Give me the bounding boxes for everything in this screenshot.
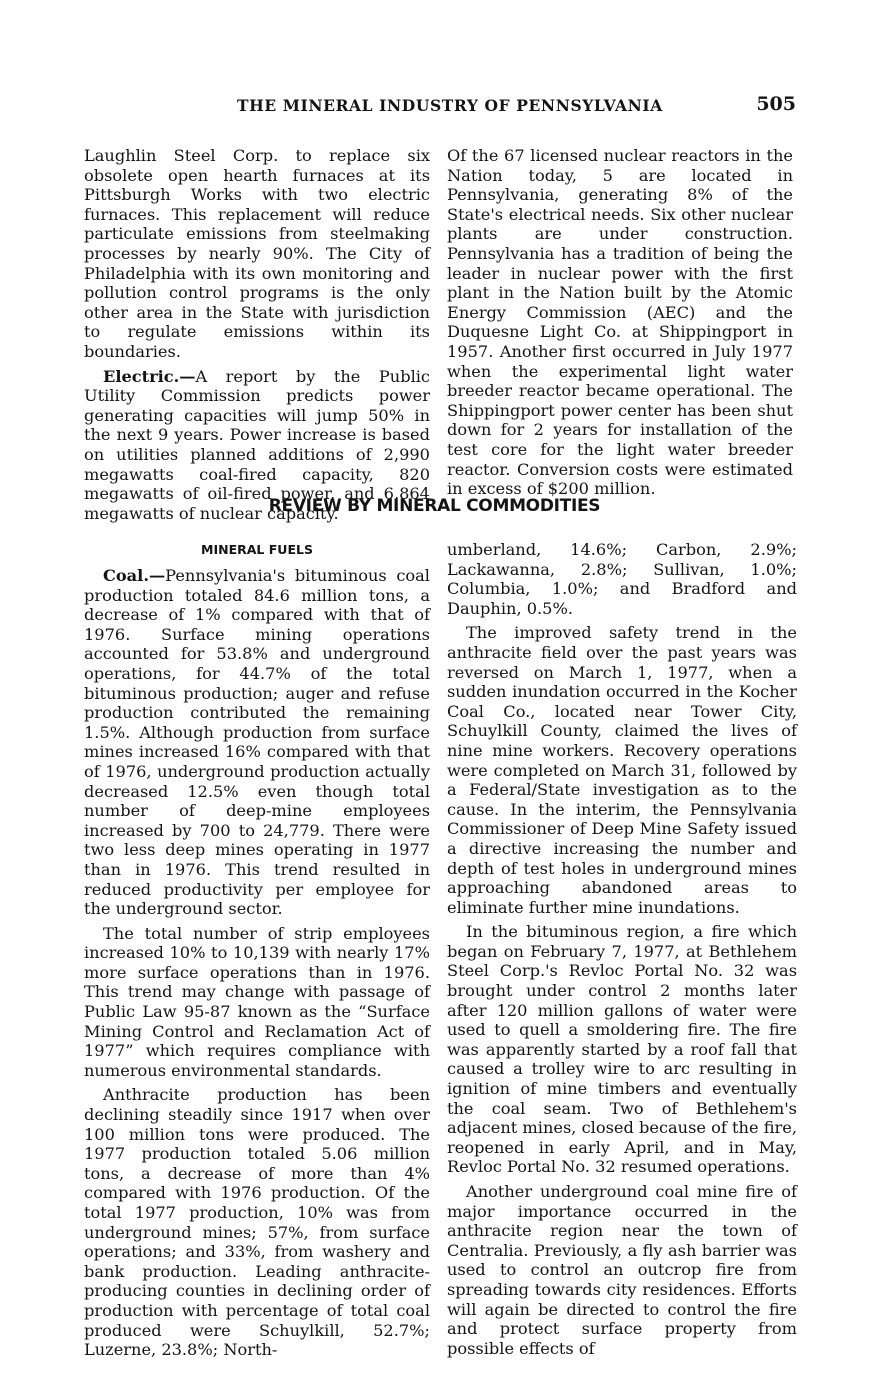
paragraph-centralia-fire: Another underground coal mine fire of major importance occurred in the anthracite region near the town of Centralia. Previously, a fly ash barrier was used to control an outcrop fire from spreading towards city residences. Efforts will again be directed to control the fire and protect surface property from possible effects of [447,1182,797,1358]
lower-right-column [447,540,797,1358]
paragraph-anthracite: Anthracite production has been declining steadily since 1917 when over 100 million tons were produced. The 1977 production totaled 5.06 million tons, a decrease of more than 4% compared with 1976 production. Of the total 1977 production, 10% was from underground mines; 57%, from surface operations; and 33%, from washery and bank production. Leading anthracite-producing counties in declining order of production with percentage of total coal produced were Schuylkill, 52.7%; Luzerne, 23.8%; North- [84,1085,430,1360]
subsection-heading: MINERAL FUELS [201,542,313,557]
lower-left-column [84,566,430,1360]
run-in-heading-coal: Coal.— [103,566,166,585]
paragraph-electric-text: A report by the Public Utility Commission predicts power generating capacities will jump 50% in the next 9 years. Power increase is based on utilities planned additions of 2,990 megawatts coal-fired capacity, 820 megawatts of oil-fired power, and 6,864 megawatts of nuclear capacity. [84,366,430,523]
top-right-column [447,146,793,499]
paragraph-nuclear: Of the 67 licensed nuclear reactors in the Nation today, 5 are located in Pennsylvania, generating 8% of the State's electrical needs. Six other nuclear plants are under construction. Pennsylvania has a tradition of being the leader in nuclear power with the first plant in the Nation built by the Atomic Energy Commission (AEC) and the Duquesne Light Co. at Shippingport in 1957. Another first occurred in July 1977 when the experimental light water breeder reactor became operational. The Shippingport power center has been shut down for 2 years for installation of the test core for the light water breeder reactor. Conversion costs were estimated in excess of $200 million. [447,146,793,499]
paragraph-counties-continued: umberland, 14.6%; Carbon, 2.9%; Lackawanna, 2.8%; Sullivan, 1.0%; Columbia, 1.0%; and Bradford and Dauphin, 0.5%. [447,540,797,618]
running-title: THE MINERAL INDUSTRY OF PENNSYLVANIA [237,96,663,115]
paragraph-bituminous-fire: In the bituminous region, a fire which began on February 7, 1977, at Bethlehem Steel Corp.'s Revloc Portal No. 32 was brought under control 2 months later after 120 million gallons of water were used to quell a smoldering fire. The fire was apparently started by a roof fall that caused a trolley wire to arc resulting in ignition of mine timbers and eventually the coal seam. Two of Bethlehem's adjacent mines, closed because of the fire, reopened in early April, and in May, Revloc Portal No. 32 resumed operations. [447,922,797,1177]
section-heading: REVIEW BY MINERAL COMMODITIES [268,496,601,516]
paragraph-steel-emissions: Laughlin Steel Corp. to replace six obsolete open hearth furnaces at its Pittsburgh Works with two electric furnaces. This replacement will reduce particulate emissions from steelmaking processes by nearly 90%. The City of Philadelphia with its own monitoring and pollution control programs is the only other area in the State with jurisdiction to regulate emissions within its boundaries. [84,146,430,361]
paragraph-strip-employees: The total number of strip employees increased 10% to 10,139 with nearly 17% more surface operations than in 1976. This trend may change with passage of Public Law 95-87 known as the “Surface Mining Control and Reclamation Act of 1977” which requires compliance with numerous environmental standards. [84,923,430,1080]
top-left-column [84,146,430,523]
run-in-heading-electric: Electric.— [103,366,196,386]
paragraph-coal-text: Pennsylvania's bituminous coal production totaled 84.6 million tons, a decrease of 1% compared with that of 1976. Surface mining operations accounted for 53.8% and underground operations, for 44.7% of the total bituminous production; auger and refuse production contributed the remaining 1.5%. Although production from surface mines increased 16% compared with that of 1976, underground production actually decreased 12.5% even though total number of deep-mine employees increased by 700 to 24,779. There were two less deep mines operating in 1977 than in 1976. This trend resulted in reduced productivity per employee for the underground sector. [84,566,430,919]
running-head [84,93,799,117]
paragraph-coal [84,566,430,919]
page-number: 505 [756,93,796,115]
paragraph-safety: The improved safety trend in the anthracite field over the past years was reversed on March 1, 1977, when a sudden inundation occurred in the Kocher Coal Co., located near Tower City, Schuylkill County, claimed the lives of nine mine workers. Recovery operations were completed on March 31, followed by a Federal/State investigation as to the cause. In the interim, the Pennsylvania Commissioner of Deep Mine Safety issued a directive increasing the number and depth of test holes in underground mines approaching abandoned areas to eliminate further mine inundations. [447,623,797,917]
